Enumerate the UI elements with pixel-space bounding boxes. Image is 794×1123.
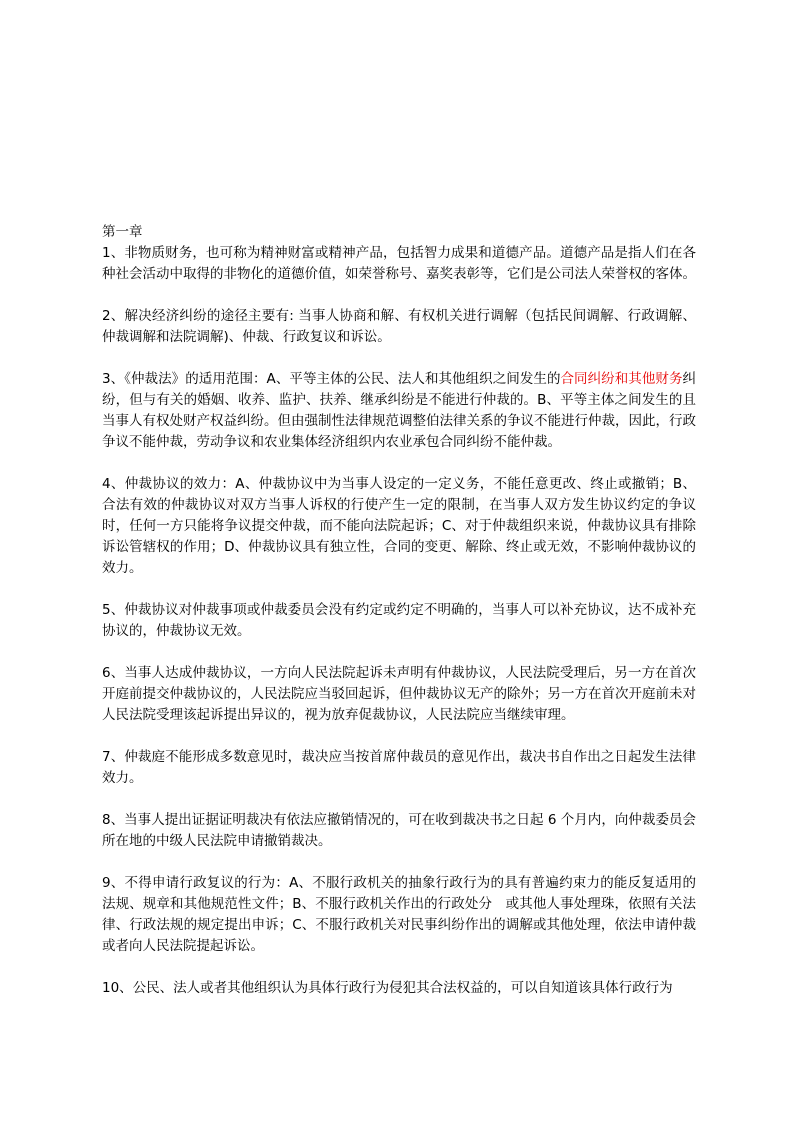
paragraph-3 bbox=[102, 369, 696, 453]
paragraph-3-text-before: 3、《仲裁法》的适用范围：A、平等主体的公民、法人和其他组织之间发生的 bbox=[102, 371, 561, 387]
paragraph-9: 9、不得申请行政复议的行为：A、不服行政机关的抽象行政行为的具有普遍约束力的能反复适用的法规、规章和其他规范性文件；B、不服行政机关作出的行政处分 或其他人事处理珠，依照有关法律、行政法规的规定提出申诉；C、不服行政机关对民事纠纷作出的调解或其他处理，依法申请仲裁或者向人民法院提起诉讼。 bbox=[102, 875, 696, 954]
paragraph-4: 4、仲裁协议的效力：A、仲裁协议中为当事人设定的一定义务，不能任意更改、终止或撤销；B、合法有效的仲裁协议对双方当事人诉权的行使产生一定的限制，在当事人双方发生协议约定的争议时，任何一方只能将争议提交仲裁，而不能向法院起诉；C、对于仲裁组织来说，仲裁协议具有排除诉讼管辖权的作用；D、仲裁协议具有独立性，合同的变更、解除、终止或无效，不影响仲裁协议的效力。 bbox=[102, 476, 696, 576]
paragraph-3-highlight: 合同纠纷和其他财务 bbox=[560, 371, 683, 387]
paragraph-6: 6、当事人达成仲裁协议，一方向人民法院起诉未声明有仲裁协议，人民法院受理后，另一方在首次开庭前提交仲裁协议的，人民法院应当驳回起诉，但仲裁协议无产的除外；另一方在首次开庭前未对人民法院受理该起诉提出异议的，视为放弃促裁协议，人民法院应当继续审理。 bbox=[102, 665, 696, 723]
paragraph-10: 10、公民、法人或者其他组织认为具体行政行为侵犯其合法权益的，可以自知道该具体行政行为 bbox=[102, 980, 673, 996]
paragraph-7: 7、仲裁庭不能形成多数意见时，裁决应当按首席仲裁员的意见作出，裁决书自作出之日起发生法律效力。 bbox=[102, 749, 696, 786]
paragraph-5: 5、仲裁协议对仲裁事项或仲裁委员会没有约定或约定不明确的，当事人可以补充协议，达不成补充协议的，仲裁协议无效。 bbox=[102, 602, 696, 639]
paragraph-8: 8、当事人提出证据证明裁决有依法应撤销情况的，可在收到裁决书之日起 6 个月内，向仲裁委员会所在地的中级人民法院申请撤销裁决。 bbox=[102, 812, 696, 849]
paragraph-3-text-after: 纠纷，但与有关的婚姻、收养、监护、扶养、继承纠纷是不能进行仲裁的。B、平等主体之间发生的且当事人有权处财产权益纠纷。但由强制性法律规范调整伯法律关系的争议不能进行仲裁，因此，行政争议不能仲裁，劳动争议和农业集体经济组织内农业承包合同纠纷不能仲裁。 bbox=[102, 371, 696, 450]
document-body bbox=[102, 222, 696, 1020]
chapter-title: 第一章 bbox=[102, 224, 143, 240]
paragraph-1: 1、非物质财务，也可称为精神财富或精神产品，包括智力成果和道德产品。道德产品是指人们在各种社会活动中取得的非物化的道德价值，如荣誉称号、嘉奖表彰等，它们是公司法人荣誉权的客体。 bbox=[102, 245, 696, 282]
paragraph-2: 2、解决经济纠纷的途径主要有: 当事人协商和解、有权机关进行调解（包括民间调解、行政调解、仲裁调解和法院调解)、仲裁、行政复议和诉讼。 bbox=[102, 308, 696, 345]
